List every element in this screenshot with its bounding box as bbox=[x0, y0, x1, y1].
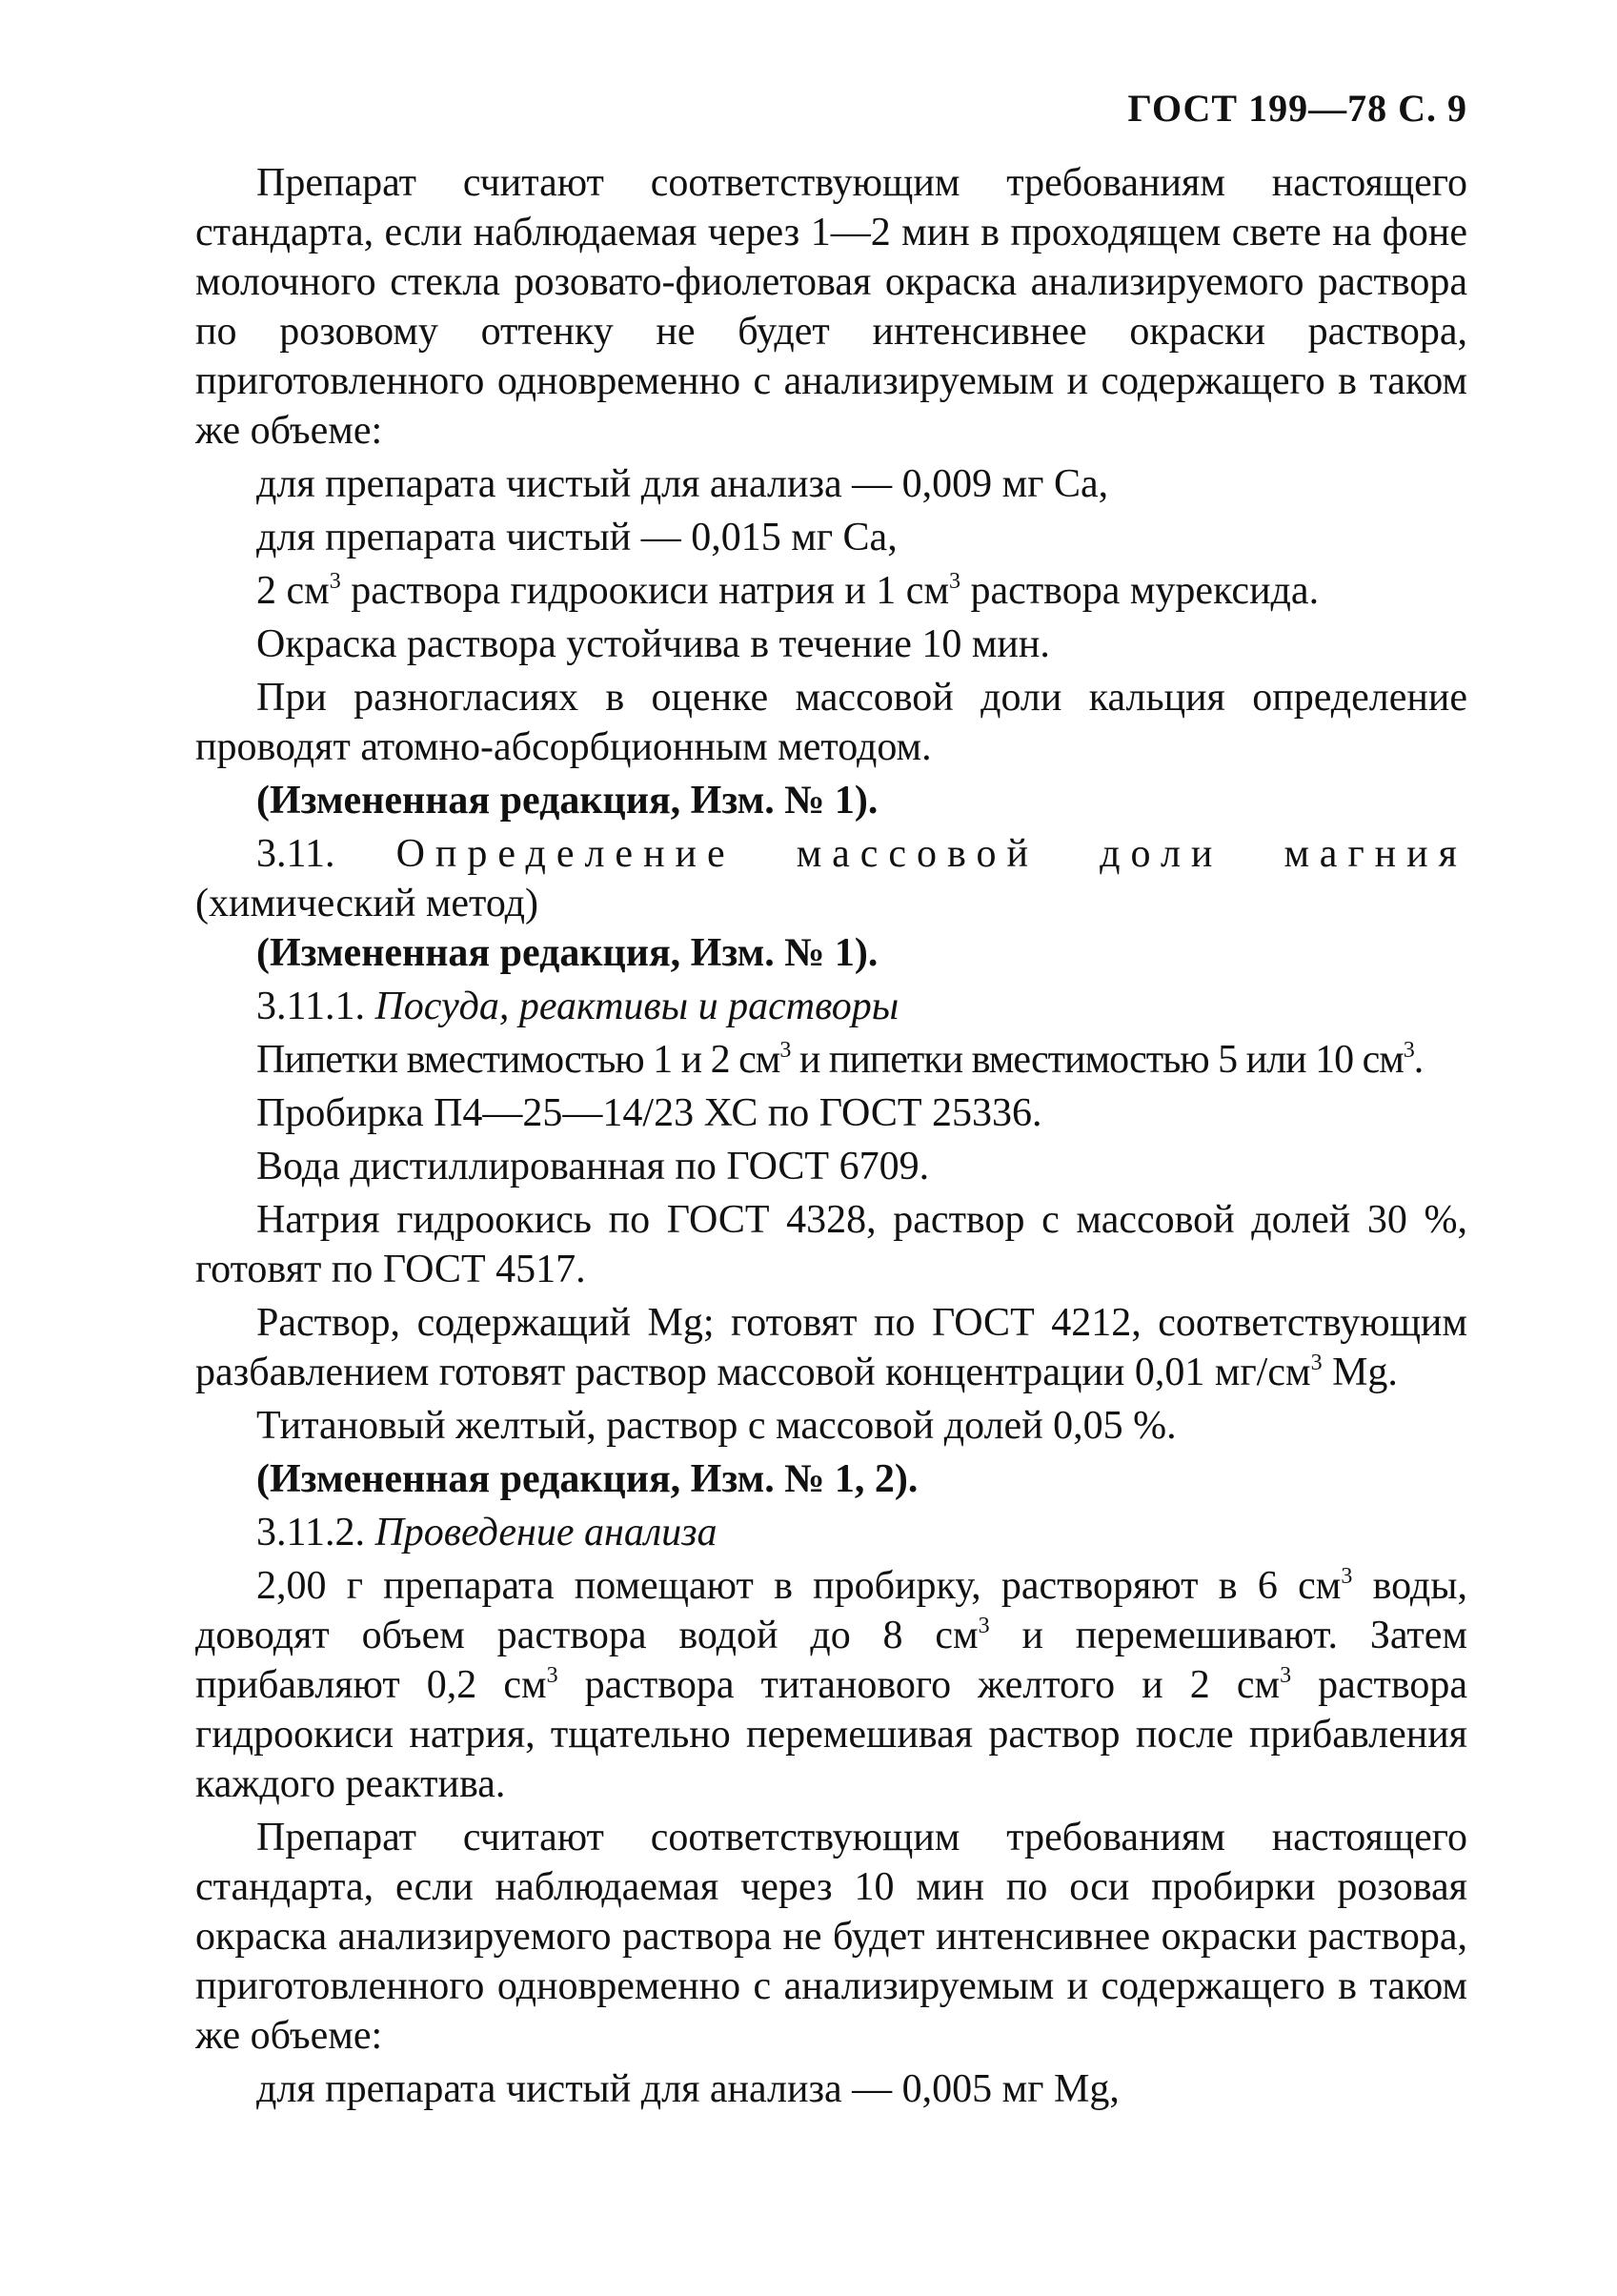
list-item-tube: Пробирка П4—25—14/23 ХС по ГОСТ 25336. bbox=[256, 1091, 1042, 1135]
paragraph-procedure bbox=[195, 1561, 1467, 1809]
paragraph-criteria-mg: Препарат считают соответствующим требованиям настоящего стандарта, если наблюдаемая через 10 мин по оси пробирки розовая окраска анализируемого раствора не будет интенсивнее окраски раствора, приготовленного одновременно с анализируемым и содержащего в таком же объеме: bbox=[195, 1816, 1467, 2058]
superscript: 3 bbox=[329, 569, 341, 594]
document-page bbox=[195, 86, 1467, 2118]
heading-word: магния bbox=[1283, 832, 1467, 876]
list-item-reagents bbox=[195, 566, 1467, 616]
superscript: 3 bbox=[1310, 1351, 1323, 1375]
edit-note: (Измененная редакция, Изм. № 1, 2). bbox=[256, 1457, 919, 1501]
text-fragment: Раствор, содержащий Mg; готовят по ГОСТ 4212, соответствующим разбавлением готовят раствор массовой концентрации 0,01 мг/см bbox=[195, 1301, 1467, 1394]
superscript: 3 bbox=[978, 1614, 990, 1638]
paragraph-criteria-ca: Препарат считают соответствующим требованиям настоящего стандарта, если наблюдаемая через 1—2 мин в проходящем свете на фоне молочного стекла розовато-фиолетовая окраска анализируемого раствора по розовому оттенку не будет интенсивнее окраски раствора, приготовленного одновременно с анализируемым и содержащего в таком же объеме: bbox=[195, 161, 1467, 453]
text-fragment: Пипетки вместимостью 1 и 2 см bbox=[256, 1038, 780, 1082]
text-fragment: раствора титанового желтого и 2 см bbox=[557, 1663, 1281, 1707]
text-fragment: 2,00 г препарата помещают в пробирку, растворяют в 6 см bbox=[256, 1564, 1342, 1608]
page-header: ГОСТ 199—78 С. 9 bbox=[1127, 87, 1467, 130]
text-fragment: раствора мурексида. bbox=[960, 569, 1320, 613]
text-fragment: и пипетки вместимостью 5 или 10 см bbox=[790, 1038, 1404, 1082]
list-item-mg-analysis: для препарата чистый для анализа — 0,005 мг Mg, bbox=[256, 2067, 1120, 2111]
superscript: 3 bbox=[1280, 1663, 1292, 1688]
text-fragment: 2 см bbox=[256, 569, 330, 613]
text-fragment: раствора гидроокиси натрия и 1 см bbox=[340, 569, 950, 613]
list-item-ca-pure: для препарата чистый — 0,015 мг Са, bbox=[256, 516, 898, 559]
section-number: 3.11.2. bbox=[256, 1511, 365, 1554]
section-number: 3.11. bbox=[256, 832, 335, 876]
list-item-pipettes bbox=[195, 1035, 1467, 1085]
list-item-water: Вода дистиллированная по ГОСТ 6709. bbox=[256, 1145, 930, 1189]
section-number: 3.11.1. bbox=[256, 985, 365, 1028]
superscript: 3 bbox=[949, 569, 961, 594]
heading-word: доли bbox=[1100, 832, 1223, 876]
heading-word: Определение bbox=[395, 832, 736, 876]
superscript: 3 bbox=[1403, 1038, 1414, 1063]
superscript: 3 bbox=[779, 1038, 791, 1063]
heading-word: массовой bbox=[796, 832, 1040, 876]
edit-note: (Измененная редакция, Изм. № 1). bbox=[256, 779, 879, 823]
section-heading-3-11-2 bbox=[195, 1508, 1467, 1557]
paragraph-disagreement: При разногласиях в оценке массовой доли кальция определение проводят атомно-абсорбционным методом. bbox=[195, 676, 1467, 769]
superscript: 3 bbox=[1341, 1564, 1353, 1589]
text-fragment: Mg. bbox=[1322, 1351, 1398, 1394]
list-item-naoh: Натрия гидроокись по ГОСТ 4328, раствор с массовой долей 30 %, готовят по ГОСТ 4517. bbox=[195, 1198, 1467, 1291]
section-title: Проведение анализа bbox=[374, 1511, 718, 1554]
section-subheading: (химический метод) bbox=[195, 882, 538, 925]
list-item-titan-yellow: Титановый желтый, раствор с массовой долей 0,05 %. bbox=[256, 1404, 1177, 1448]
list-item-ca-analysis: для препарата чистый для анализа — 0,009 мг Са, bbox=[256, 462, 1109, 506]
text-fragment: раствора гидроокиси натрия, тщательно перемешивая раствор после прибавления каждого реактива. bbox=[195, 1663, 1468, 1806]
stability-note: Окраска раствора устойчива в течение 10 мин. bbox=[256, 622, 1050, 666]
text-fragment: . bbox=[1413, 1038, 1424, 1082]
list-item-mg-solution bbox=[195, 1298, 1467, 1397]
section-heading-3-11-1 bbox=[195, 982, 1467, 1031]
section-title: Посуда, реактивы и растворы bbox=[374, 985, 899, 1028]
superscript: 3 bbox=[546, 1663, 558, 1688]
section-heading-3-11 bbox=[195, 829, 1467, 879]
text-fragment: воды, доводят объем раствора водой до 8 см bbox=[195, 1564, 1467, 1657]
text-fragment: и перемешивают. Затем прибавляют 0,2 см bbox=[195, 1614, 1467, 1707]
edit-note: (Измененная редакция, Изм. № 1). bbox=[256, 931, 879, 975]
